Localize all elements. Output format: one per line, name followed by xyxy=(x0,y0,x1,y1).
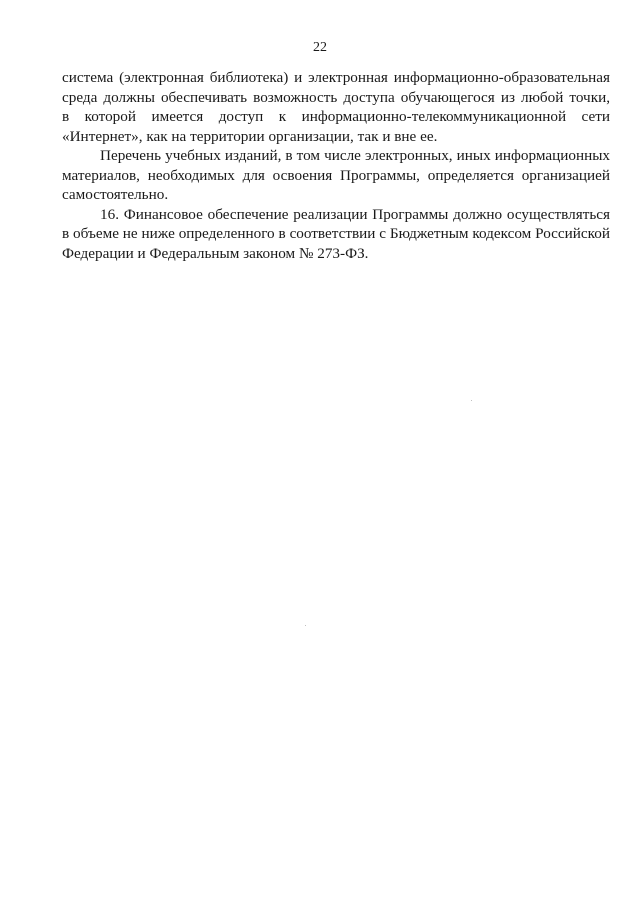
paragraph-1 xyxy=(62,68,610,146)
paragraph-line: самостоятельно. xyxy=(62,186,169,203)
paragraph-2 xyxy=(62,146,610,205)
scan-artifact xyxy=(471,400,472,401)
paragraph-line: Перечень учебных изданий, в том числе электронных, иных информационных xyxy=(100,147,610,164)
paragraph-line: 16. Финансовое обеспечение реализации Программы должно осуществляться xyxy=(100,205,610,223)
paragraph-line: в которой имеется доступ к информационно-телекоммуникационной сети xyxy=(62,108,610,125)
paragraph-line: в объеме не ниже определенного в соответствии с Бюджетным кодексом Российской xyxy=(62,225,610,242)
scan-artifact xyxy=(305,625,306,626)
paragraph-line: материалов, необходимых для освоения Программы, определяется организацией xyxy=(62,166,610,184)
document-content xyxy=(62,68,610,263)
paragraph-line: система (электронная библиотека) и электронная информационно-образовательная xyxy=(62,69,610,86)
page-number: 22 xyxy=(313,40,327,55)
paragraph-line: среда должны обеспечивать возможность доступа обучающегося из любой точки, xyxy=(62,88,610,106)
paragraph-line: Федерации и Федеральным законом № 273-ФЗ. xyxy=(62,244,369,262)
paragraph-3 xyxy=(62,205,610,264)
paragraph-line: «Интернет», как на территории организации, так и вне ее. xyxy=(62,127,438,145)
